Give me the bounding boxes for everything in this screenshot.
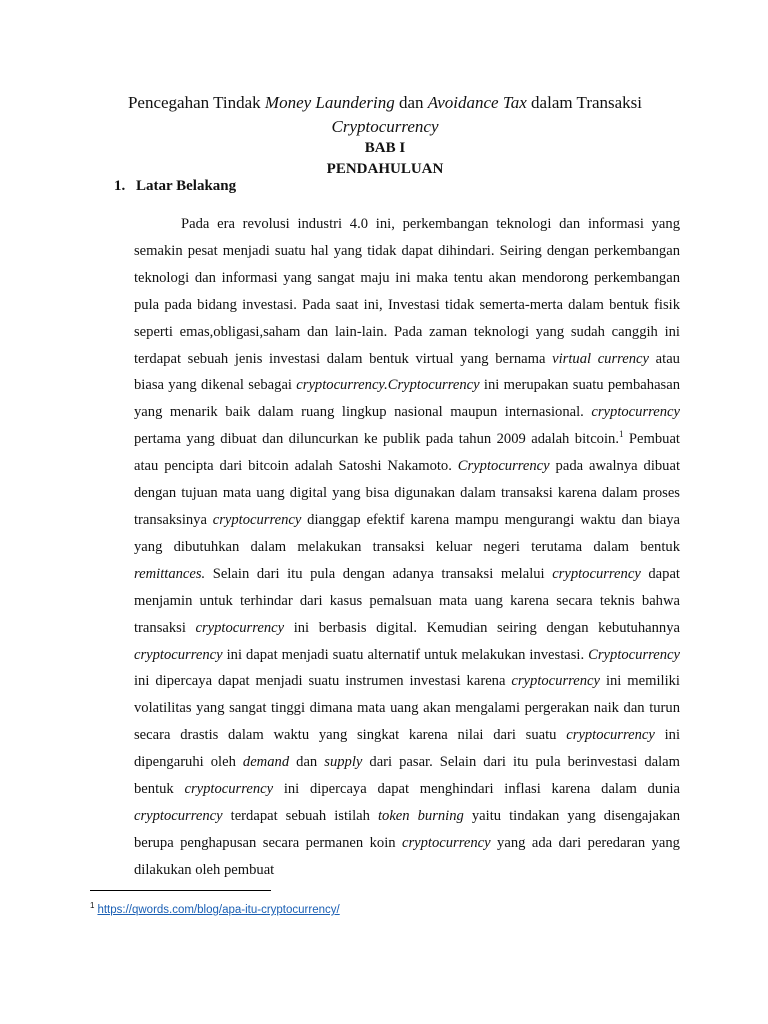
italic-term: cryptocurrency — [591, 404, 680, 421]
footnote-reference: 1 — [618, 429, 624, 440]
footnote — [90, 898, 340, 918]
paragraph-text: dapat menjamin untuk terhindar dari kasus pemalsuan mata uang karena secara teknis bahwa transaksi — [134, 565, 680, 636]
italic-term: token burning — [377, 807, 464, 824]
footnote-separator — [90, 890, 271, 891]
paragraph-text: atau biasa yang dikenal sebagai — [134, 350, 680, 394]
footnote-number: 1 — [90, 901, 95, 910]
paragraph-text: pertama yang dibuat dan diluncurkan ke publik pada tahun 2009 adalah bitcoin. — [134, 431, 619, 448]
section-number: 1. — [114, 178, 126, 194]
paragraph-text: pada awalnya dibuat dengan tujuan mata uang digital yang bisa digunakan dalam transaksi karena dalam proses transaksinya — [134, 458, 680, 528]
title-suffix: dalam Transaksi — [526, 93, 643, 112]
paragraph-text: ini dipercaya dapat menjadi suatu instrumen investasi karena — [134, 673, 512, 690]
italic-term: cryptocurrency — [552, 565, 641, 582]
italic-term: cryptocurrency — [134, 646, 223, 663]
body-paragraph — [134, 211, 680, 884]
document-title — [90, 91, 680, 139]
paragraph-text: dan — [289, 754, 325, 771]
title-mid: dan — [394, 93, 428, 112]
paragraph-text: ini berbasis digital. Kemudian seiring dengan kebutuhannya — [284, 619, 680, 636]
paragraph-text: Pembuat atau pencipta dari bitcoin adalah Satoshi Nakamoto. — [134, 431, 680, 475]
italic-term: Cryptocurrency — [588, 646, 680, 663]
italic-term: supply — [324, 754, 363, 771]
paragraph-text: Selain dari itu pula dengan adanya transaksi melalui — [205, 565, 553, 582]
chapter-label: BAB I — [364, 140, 406, 156]
italic-term: cryptocurrency — [402, 834, 491, 851]
italic-term: virtual currency — [552, 350, 650, 367]
italic-term: cryptocurrency — [195, 619, 285, 636]
section-title: Latar Belakang — [136, 178, 237, 194]
italic-term: cryptocurrency — [134, 807, 223, 824]
paragraph-text: yaitu tindakan yang disengajakan berupa penghapusan secara permanen koin — [134, 807, 680, 851]
italic-term: remittances. — [134, 565, 206, 582]
italic-term: cryptocurrency — [566, 727, 655, 744]
paragraph-text: ini dipengaruhi oleh — [134, 727, 681, 771]
paragraph-text: ini memiliki volatilitas yang sangat tinggi dimana mata uang akan mengalami pergerakan naik dan turun secara drastis dalam waktu yang singkat karena nilai dari suatu — [134, 673, 680, 744]
title-prefix: Pencegahan Tindak — [127, 93, 265, 112]
chapter-name: PENDAHULUAN — [326, 161, 444, 177]
italic-term: cryptocurrency — [511, 673, 600, 690]
title-term-money-laundering: Money Laundering — [264, 93, 395, 112]
paragraph-text: ini merupakan suatu pembahasan yang menarik baik dalam ruang lingkup nasional maupun internasional. — [134, 377, 680, 421]
title-term-avoidance-tax: Avoidance Tax — [427, 93, 527, 112]
paragraph-text: dari pasar. Selain dari itu pula berinvestasi dalam bentuk — [134, 754, 680, 798]
italic-term: cryptocurrency — [212, 511, 302, 528]
footnote-link[interactable]: https://qwords.com/blog/apa-itu-cryptocurrency/ — [97, 903, 340, 916]
title-line-2: Cryptocurrency — [331, 117, 439, 136]
paragraph-text: dianggap efektif karena mampu mengurangi waktu dan biaya yang dibutuhkan dalam melakukan transaksi keluar negeri terutama dalam bentuk — [134, 511, 680, 555]
italic-term: Cryptocurrency — [457, 458, 550, 475]
italic-term: cryptocurrency — [184, 781, 274, 798]
paragraph-text: Pada era revolusi industri 4.0 ini, perkembangan teknologi dan informasi yang semakin pesat menjadi suatu hal yang tidak dapat dihindari. Seiring dengan perkembangan teknologi dan informasi yang sangat maju ini maka tentu akan mendorong perkembangan pula pada bidang investasi. Pada saat ini, Investasi tidak semerta-merta dalam bentuk fisik seperti emas,obligasi,saham dan lain-lain. Pada zaman teknologi yang sudah canggih ini terdapat sebuah jenis investasi dalam bentuk virtual yang bernama — [134, 216, 680, 367]
italic-term: demand — [242, 754, 290, 771]
paragraph-text: terdapat sebuah istilah — [222, 807, 378, 824]
paragraph-text: yang ada dari peredaran yang dilakukan oleh pembuat — [134, 834, 680, 878]
paragraph-text: ini dipercaya dapat menghindari inflasi karena dalam dunia — [273, 781, 680, 798]
italic-term: cryptocurrency.Cryptocurrency — [296, 377, 480, 394]
section-heading — [114, 176, 236, 196]
paragraph-text: ini dapat menjadi suatu alternatif untuk melakukan investasi. — [222, 646, 589, 663]
